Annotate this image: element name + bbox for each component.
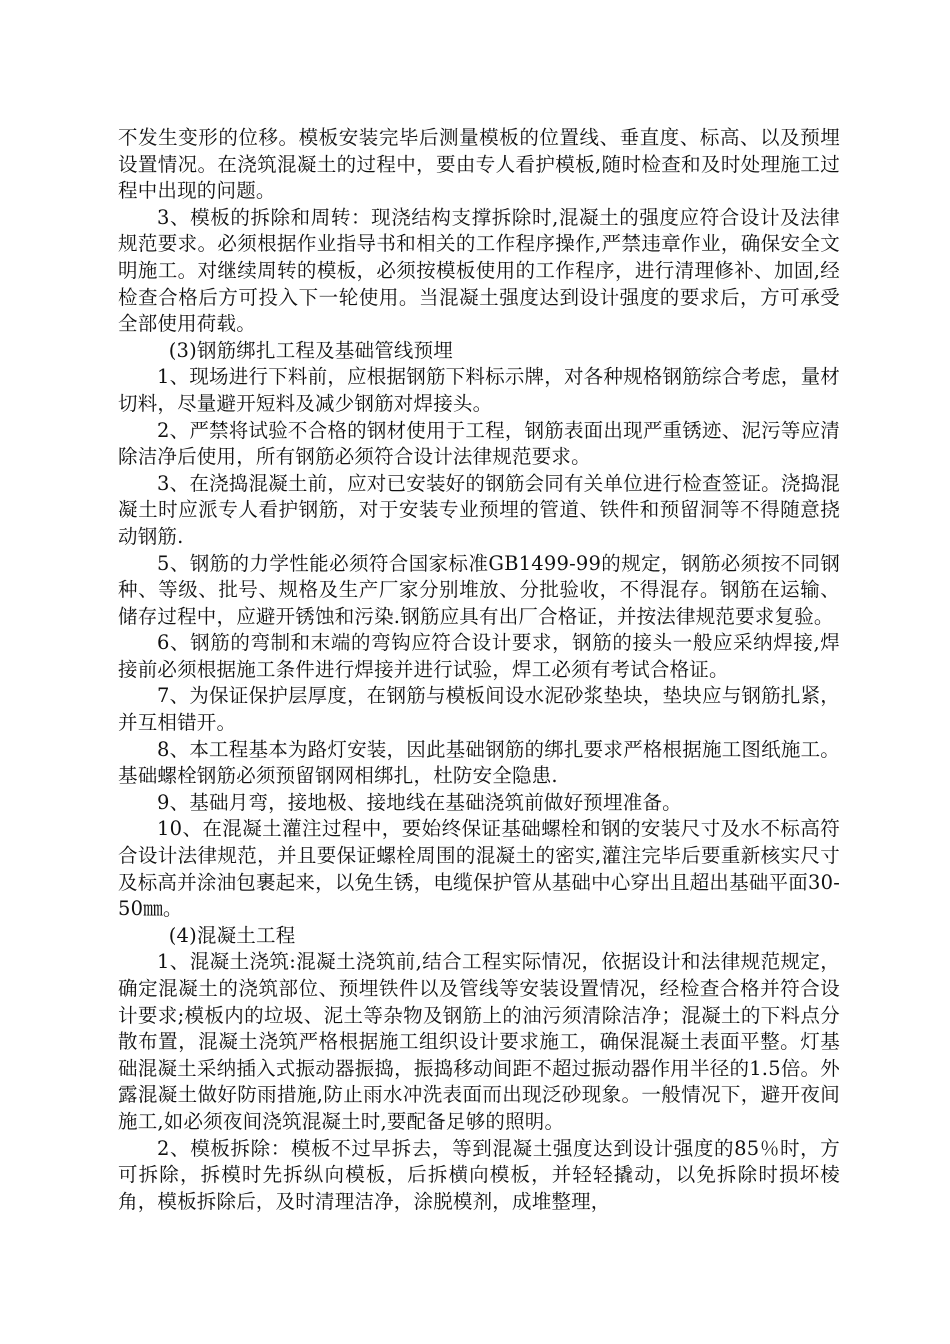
section-heading: (4)混凝土工程 bbox=[168, 923, 296, 947]
paragraph: 8、本工程基本为路灯安装，因此基础钢筋的绑扎要求严格根据施工图纸施工。基础螺栓钢筋必须预留钢网相绑扎，杜防安全隐患. bbox=[118, 737, 840, 788]
paragraph: 3、在浇捣混凝土前，应对已安装好的钢筋会同有关单位进行检查签证。浇捣混凝土时应派专人看护钢筋，对于安装专业预埋的管道、铁件和预留洞等不得随意挠动钢筋. bbox=[118, 471, 840, 548]
paragraph: 10、在混凝土灌注过程中，要始终保证基础螺栓和钢的安装尺寸及水不标高符合设计法律规范，并且要保证螺栓周围的混凝土的密实,灌注完毕后要重新核实尺寸及标高并涂油包裹起来，以免生锈，电缆保护管从基础中心穿出且超出基础平面30-50㎜。 bbox=[118, 817, 840, 921]
paragraph: 3、模板的拆除和周转：现浇结构支撑拆除时,混凝土的强度应符合设计及法律规范要求。必须根据作业指导书和相关的工作程序操作,严禁违章作业，确保安全文明施工。对继续周转的模板，必须按模板使用的工作程序，进行清理修补、加固,经检查合格后方可投入下一轮使用。当混凝土强度达到设计强度的要求后，方可承受全部使用荷载。 bbox=[118, 205, 840, 336]
paragraph: 1、混凝土浇筑:混凝土浇筑前,结合工程实际情况，依据设计和法律规范规定，确定混凝土的浇筑部位、预埋铁件以及管线等安装设置情况，经检查合格并符合设计要求;模板内的垃圾、泥土等杂物及钢筋上的油污须清除洁净；混凝土的下料点分散布置，混凝土浇筑严格根据施工组织设计要求施工，确保混凝土表面平整。灯基础混凝土采纳插入式振动器振捣，振捣移动间距不超过振动器作用半径的1.5倍。外露混凝土做好防雨措施,防止雨水冲洗表面而出现泛砂现象。一般情况下，避开夜间施工,如必须夜间浇筑混凝土时,要配备足够的照明。 bbox=[118, 950, 840, 1133]
paragraph: 5、钢筋的力学性能必须符合国家标准GB1499-99的规定，钢筋必须按不同钢种、等级、批号、规格及生产厂家分别堆放、分批验收，不得混存。钢筋在运输、储存过程中，应避开锈蚀和污染.钢筋应具有出厂合格证，并按法律规范要求复验。 bbox=[118, 551, 840, 628]
paragraph: 2、模板拆除：模板不过早拆去，等到混凝土强度达到设计强度的85％时，方可拆除，拆模时先拆纵向模板，后拆横向模板，并轻轻撬动，以免拆除时损坏棱角，模板拆除后，及时清理洁净，涂脱模剂，成堆整理， bbox=[118, 1136, 840, 1213]
paragraph: 6、钢筋的弯制和末端的弯钩应符合设计要求，钢筋的接头一般应采纳焊接,焊接前必须根据施工条件进行焊接并进行试验，焊工必须有考试合格证。 bbox=[118, 631, 840, 681]
paragraph: 7、为保证保护层厚度，在钢筋与模板间设水泥砂浆垫块，垫块应与钢筋扎紧，并互相错开。 bbox=[118, 684, 840, 735]
paragraph: 1、现场进行下料前，应根据钢筋下料标示牌，对各种规格钢筋综合考虑，量材切料，尽量避开短料及减少钢筋对焊接头。 bbox=[118, 365, 840, 415]
paragraph: 9、基础月弯，接地极、接地线在基础浇筑前做好预埋准备。 bbox=[157, 790, 682, 814]
paragraph: 2、严禁将试验不合格的钢材使用于工程，钢筋表面出现严重锈迹、泥污等应清除洁净后使用，所有钢筋必须符合设计法律规范要求。 bbox=[118, 418, 840, 469]
paragraph: 不发生变形的位移。模板安装完毕后测量模板的位置线、垂直度、标高、以及预埋设置情况。在浇筑混凝土的过程中，要由专人看护模板,随时检查和及时处理施工过程中出现的问题。 bbox=[118, 126, 840, 203]
document-body bbox=[118, 125, 840, 1215]
section-heading: (3)钢筋绑扎工程及基础管线预埋 bbox=[168, 338, 454, 362]
